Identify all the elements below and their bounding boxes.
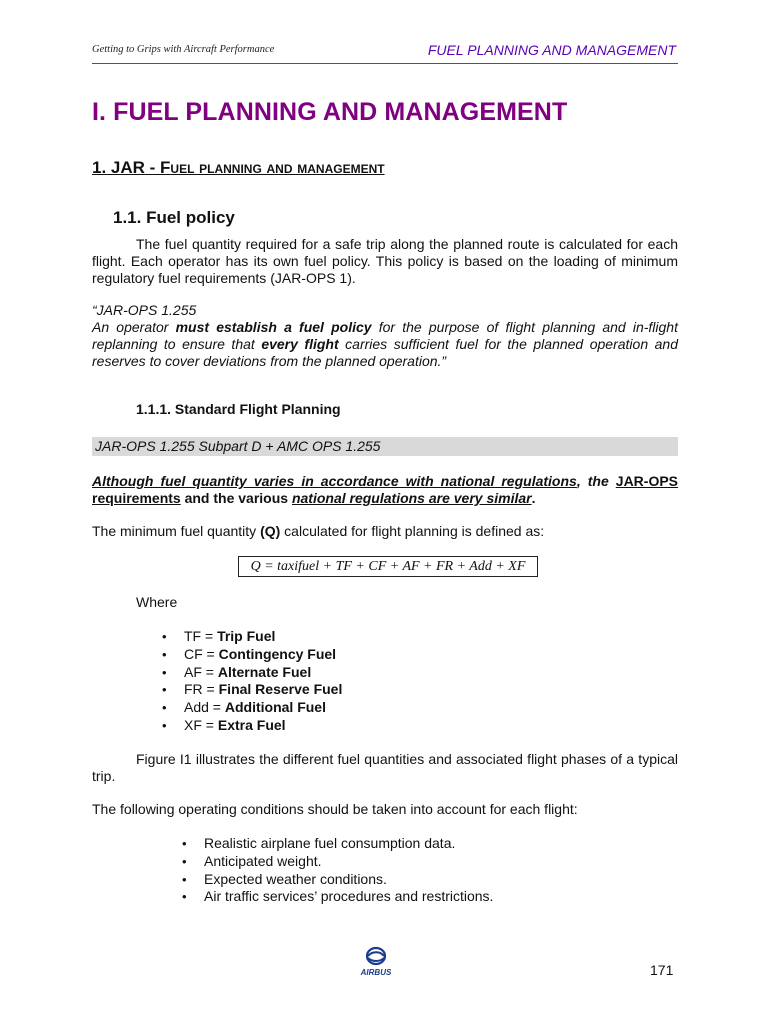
- definition-item: [162, 717, 342, 735]
- definition-item: [162, 681, 342, 699]
- definition-abbr: FR =: [184, 681, 219, 698]
- airbus-logo: [352, 945, 400, 977]
- figure-reference-paragraph: Figure I1 illustrates the different fuel quantities and associated flight phases of a typical trip.: [92, 751, 678, 784]
- statement-paragraph: [92, 473, 678, 507]
- conditions-intro: The following operating conditions should be taken into account for each flight:: [92, 801, 578, 817]
- min-fuel-text-c: calculated for flight planning is defined as:: [280, 523, 545, 539]
- definition-item: [162, 699, 342, 717]
- condition-item: • Anticipated weight.: [182, 853, 493, 871]
- definition-name: Extra Fuel: [217, 716, 286, 733]
- quote-text-2: for the purpose of flight planning and in-flight replanning to ensure that: [92, 319, 678, 352]
- quote-reference: “JAR-OPS 1.255: [92, 302, 197, 318]
- min-fuel-paragraph: [92, 523, 678, 540]
- regulation-quote: [92, 302, 678, 370]
- statement-part-b: , the: [576, 473, 616, 489]
- subsubsection-heading: 1.1.1. Standard Flight Planning: [136, 401, 341, 417]
- reference-bar: JAR-OPS 1.255 Subpart D + AMC OPS 1.255: [92, 437, 678, 456]
- definition-name: Trip Fuel: [217, 628, 276, 644]
- condition-item: • Air traffic services’ procedures and restrictions.: [182, 888, 493, 906]
- definition-abbr: TF =: [184, 628, 218, 644]
- section-heading-rest: uel planning and management: [170, 158, 385, 177]
- quote-text-1: An operator: [92, 319, 176, 335]
- statement-part-a: Although fuel quantity varies in accordance with national regulations: [92, 473, 577, 489]
- statement-part-d: and the various: [180, 490, 292, 506]
- definition-abbr: AF =: [184, 663, 218, 680]
- section-heading-number: 1. JAR - F: [92, 158, 171, 177]
- subsection-heading: 1.1. Fuel policy: [113, 208, 235, 227]
- fuel-definitions-list: [162, 628, 342, 735]
- definition-abbr: CF =: [184, 645, 219, 662]
- definition-name: Additional Fuel: [224, 699, 326, 716]
- running-header-left: Getting to Grips with Aircraft Performance: [92, 44, 275, 55]
- where-label: Where: [136, 594, 178, 610]
- header-divider: [92, 63, 678, 64]
- definition-abbr: XF =: [184, 716, 218, 733]
- chapter-title: I. FUEL PLANNING AND MANAGEMENT: [92, 98, 568, 126]
- definition-name: Alternate Fuel: [217, 663, 312, 680]
- min-fuel-symbol: (Q): [260, 523, 281, 539]
- statement-part-f: .: [531, 490, 536, 506]
- conditions-list: [182, 835, 493, 906]
- statement-part-e: national regulations are very similar: [291, 490, 532, 506]
- section-heading: [92, 158, 385, 178]
- definition-name: Contingency Fuel: [218, 645, 337, 662]
- running-header-right: FUEL PLANNING AND MANAGEMENT: [427, 42, 676, 58]
- min-fuel-text-a: The minimum fuel quantity: [92, 523, 261, 539]
- definition-item: [162, 628, 342, 646]
- quote-bold-2: every flight: [261, 336, 339, 352]
- definition-abbr: Add =: [184, 699, 225, 716]
- statement-part-c: JAR-OPS requirements: [92, 473, 679, 506]
- fuel-formula: Q = taxifuel + TF + CF + AF + FR + Add + XF: [238, 556, 538, 577]
- airbus-logo-icon: [352, 945, 400, 977]
- condition-item: • Realistic airplane fuel consumption data.: [182, 835, 493, 853]
- quote-body: [92, 319, 678, 370]
- intro-paragraph: The fuel quantity required for a safe trip along the planned route is calculated for each flight. Each operator has its own fuel policy. This policy is based on the loading of minimum regulatory fuel requirements (JAR-OPS 1).: [92, 236, 678, 286]
- definition-item: [162, 664, 342, 682]
- condition-item: • Expected weather conditions.: [182, 871, 493, 889]
- quote-bold-1: must establish a fuel policy: [175, 319, 372, 335]
- definition-name: Final Reserve Fuel: [218, 681, 343, 698]
- logo-wordmark: AIRBUS: [360, 968, 392, 977]
- quote-text-3: carries sufficient fuel for the planned operation and reserves to cover deviations from the planned operation.”: [92, 336, 678, 369]
- definition-item: [162, 646, 342, 664]
- page-number: 171: [650, 962, 674, 978]
